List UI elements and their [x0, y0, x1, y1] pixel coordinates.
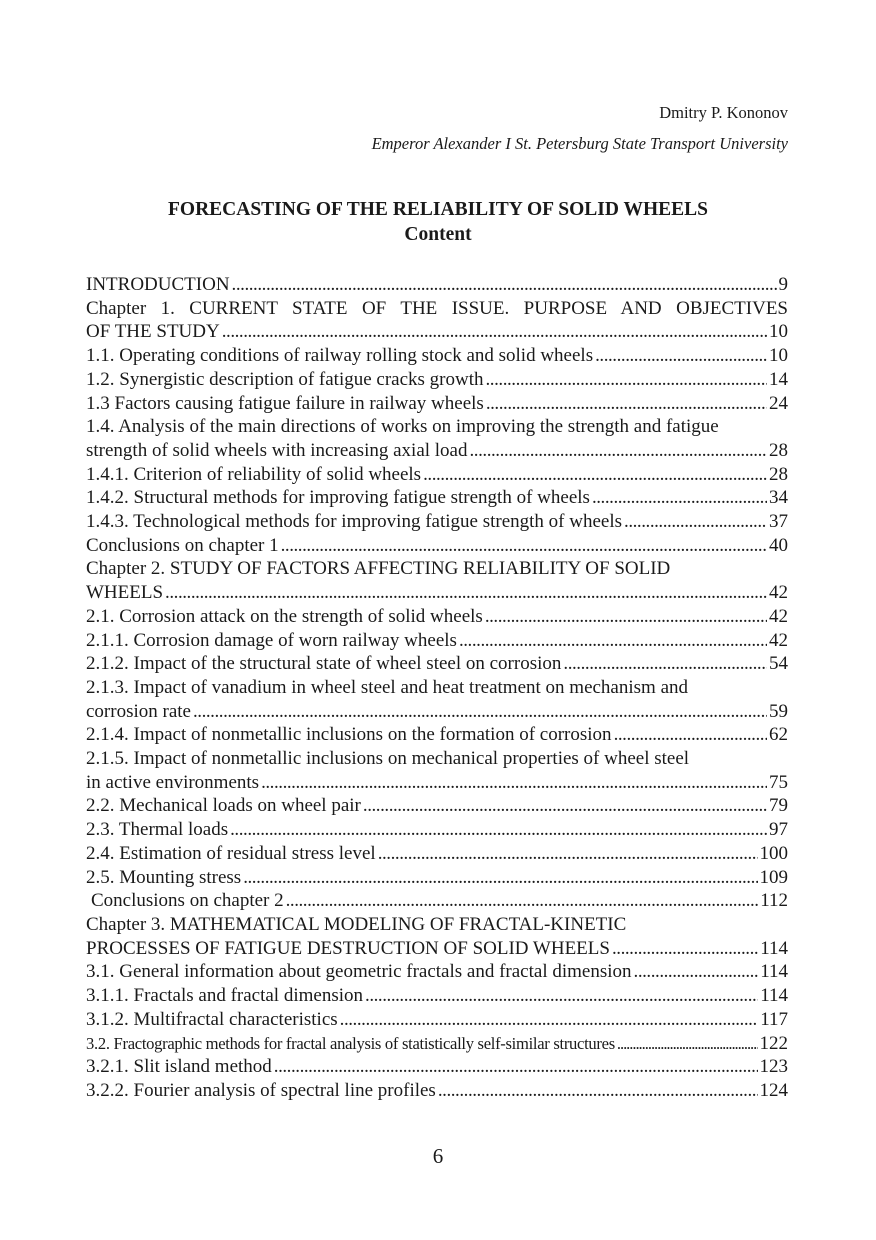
- dot-leader: [261, 771, 767, 795]
- dot-leader: [363, 794, 767, 818]
- dot-leader: [614, 723, 767, 747]
- toc-entry[interactable]: 3.2. Fractographic methods for fractal analysis of statistically self-similar structures . . . 122: [86, 1032, 788, 1056]
- toc-entry-line: 2.1.3. Impact of vanadium in wheel steel and heat treatment on mechanism and: [86, 676, 688, 698]
- toc-page: 28: [769, 439, 788, 461]
- dot-leader: [470, 439, 768, 463]
- toc-entry-line: 1.4. Analysis of the main directions of works on improving the strength and fatigue: [86, 416, 719, 438]
- toc-entry[interactable]: Conclusions on chapter 2 . . . 112: [86, 889, 788, 913]
- toc-page: 59: [769, 700, 788, 722]
- dot-leader: [624, 510, 767, 534]
- toc-entry[interactable]: 1.4. Analysis of the main directions of works on improving the strength and fatigue strength of solid wheels with increasing axial load . . . 28: [86, 415, 788, 462]
- toc-page: 37: [769, 511, 788, 533]
- toc-page: 109: [759, 866, 788, 888]
- toc-entry[interactable]: 2.5. Mounting stress . . . 109: [86, 866, 788, 890]
- toc-page: 123: [759, 1056, 788, 1078]
- toc-page: 124: [759, 1079, 788, 1101]
- toc-page: 10: [769, 345, 788, 367]
- document-title: [0, 197, 876, 247]
- dot-leader: [595, 344, 767, 368]
- toc-entry[interactable]: 2.4. Estimation of residual stress level . . . 100: [86, 842, 788, 866]
- toc-entry[interactable]: Chapter 2. STUDY OF FACTORS AFFECTING RELIABILITY OF SOLID WHEELS . . . 42: [86, 557, 788, 604]
- toc-entry[interactable]: 3.1.1. Fractals and fractal dimension . . . 114: [86, 984, 788, 1008]
- toc-entry[interactable]: 3.1.2. Multifractal characteristics . . . 117: [86, 1008, 788, 1032]
- toc-entry[interactable]: 1.2. Synergistic description of fatigue cracks growth . . . 14: [86, 368, 788, 392]
- dot-leader: [592, 486, 767, 510]
- toc-entry[interactable]: 2.1.5. Impact of nonmetallic inclusions on mechanical properties of wheel steel in active environments . . . 75: [86, 747, 788, 794]
- toc-entry-line: Chapter 1. CURRENT STATE OF THE ISSUE. PURPOSE AND OBJECTIVES: [86, 297, 788, 319]
- dot-leader: [634, 960, 759, 984]
- dot-leader: [423, 463, 767, 487]
- toc-entry[interactable]: 1.4.1. Criterion of reliability of solid wheels . . . 28: [86, 463, 788, 487]
- toc-entry[interactable]: 2.1.4. Impact of nonmetallic inclusions on the formation of corrosion . . . 62: [86, 723, 788, 747]
- toc-page: 14: [769, 368, 788, 390]
- author-affiliation: Emperor Alexander I St. Petersburg State Transport University: [371, 134, 788, 153]
- toc-entry[interactable]: 2.3. Thermal loads . . . 97: [86, 818, 788, 842]
- dot-leader: [340, 1008, 759, 1032]
- toc-page: 117: [760, 1008, 788, 1030]
- book-title: FORECASTING OF THE RELIABILITY OF SOLID WHEELS: [167, 199, 708, 220]
- toc-page: 100: [759, 842, 788, 864]
- toc-entry[interactable]: 2.1. Corrosion attack on the strength of solid wheels . . . 42: [86, 605, 788, 629]
- toc-page: 112: [760, 890, 788, 912]
- dot-leader: [378, 842, 758, 866]
- toc-page: 24: [769, 392, 788, 414]
- toc-entry-line: Chapter 3. MATHEMATICAL MODELING OF FRACTAL-KINETIC: [86, 913, 627, 935]
- toc-entry[interactable]: 2.1.1. Corrosion damage of worn railway wheels . . . 42: [86, 629, 788, 653]
- toc-entry[interactable]: Chapter 1. CURRENT STATE OF THE ISSUE. PURPOSE AND OBJECTIVES OF THE STUDY . . . 10: [86, 297, 788, 344]
- dot-leader: [232, 273, 777, 297]
- toc-page: 114: [760, 937, 788, 959]
- toc-page: 10: [769, 321, 788, 343]
- toc-page: 114: [760, 961, 788, 983]
- toc-page: 40: [769, 534, 788, 556]
- dot-leader: [286, 889, 759, 913]
- toc-entry-line: Chapter 2. STUDY OF FACTORS AFFECTING RELIABILITY OF SOLID: [86, 558, 671, 580]
- dot-leader: [563, 652, 767, 676]
- dot-leader: [165, 581, 767, 605]
- toc-page: 62: [769, 724, 788, 746]
- toc-entry[interactable]: Conclusions on chapter 1 . . . 40: [86, 534, 788, 558]
- author-name: Dmitry P. Kononov: [659, 103, 788, 122]
- toc-entry[interactable]: 2.1.2. Impact of the structural state of wheel steel on corrosion . . . 54: [86, 652, 788, 676]
- toc-page: 9: [778, 274, 788, 295]
- toc-entry[interactable]: 1.4.2. Structural methods for improving fatigue strength of wheels . . . 34: [86, 486, 788, 510]
- toc-page: 79: [769, 795, 788, 817]
- toc-entry[interactable]: 2.1.3. Impact of vanadium in wheel steel and heat treatment on mechanism and corrosion rate . . . 59: [86, 676, 788, 723]
- dot-leader: [193, 700, 767, 724]
- contents-heading: Content: [404, 224, 472, 245]
- toc-page: 75: [769, 771, 788, 793]
- dot-leader: [459, 629, 767, 653]
- toc-entry[interactable]: 1.3 Factors causing fatigue failure in railway wheels . . . 24: [86, 392, 788, 416]
- dot-leader: [486, 368, 768, 392]
- toc-page: 42: [769, 605, 788, 627]
- dot-leader: [486, 392, 767, 416]
- toc-page: 28: [769, 463, 788, 485]
- dot-leader: [438, 1079, 758, 1103]
- dot-leader: [222, 320, 767, 344]
- toc-entry[interactable]: 3.1. General information about geometric fractals and fractal dimension . . . 114: [86, 960, 788, 984]
- dot-leader: [612, 937, 758, 961]
- toc-page: 54: [769, 653, 788, 675]
- dot-leader: [365, 984, 758, 1008]
- toc-entry[interactable]: 1.1. Operating conditions of railway rolling stock and solid wheels . . . 10: [86, 344, 788, 368]
- toc-page: 122: [759, 1032, 788, 1054]
- dot-leader: [274, 1055, 758, 1079]
- toc-entry[interactable]: 3.2.2. Fourier analysis of spectral line profiles . . . 124: [86, 1079, 788, 1103]
- toc-page: 42: [769, 629, 788, 651]
- toc-entry[interactable]: INTRODUCTION . . . 9: [86, 273, 788, 297]
- dot-leader: [243, 866, 757, 890]
- toc-entry[interactable]: 3.2.1. Slit island method . . . 123: [86, 1055, 788, 1079]
- dot-leader: [485, 605, 767, 629]
- toc-entry[interactable]: 2.2. Mechanical loads on wheel pair . . . 79: [86, 794, 788, 818]
- page-number: 6: [432, 1144, 444, 1168]
- toc-entry-line: 2.1.5. Impact of nonmetallic inclusions on mechanical properties of wheel steel: [86, 748, 690, 770]
- dot-leader: [281, 534, 767, 558]
- toc-entry[interactable]: Chapter 3. MATHEMATICAL MODELING OF FRACTAL-KINETIC PROCESSES OF FATIGUE DESTRUCTION OF SOLID WHEELS . . . 114: [86, 913, 788, 960]
- toc-page: 34: [769, 487, 788, 509]
- toc-page: 114: [760, 985, 788, 1007]
- toc-page: 97: [769, 819, 788, 841]
- dot-leader: [617, 1032, 758, 1056]
- table-of-contents: [86, 273, 788, 1103]
- toc-page: 42: [769, 582, 788, 604]
- toc-entry[interactable]: 1.4.3. Technological methods for improving fatigue strength of wheels . . . 37: [86, 510, 788, 534]
- dot-leader: [230, 818, 767, 842]
